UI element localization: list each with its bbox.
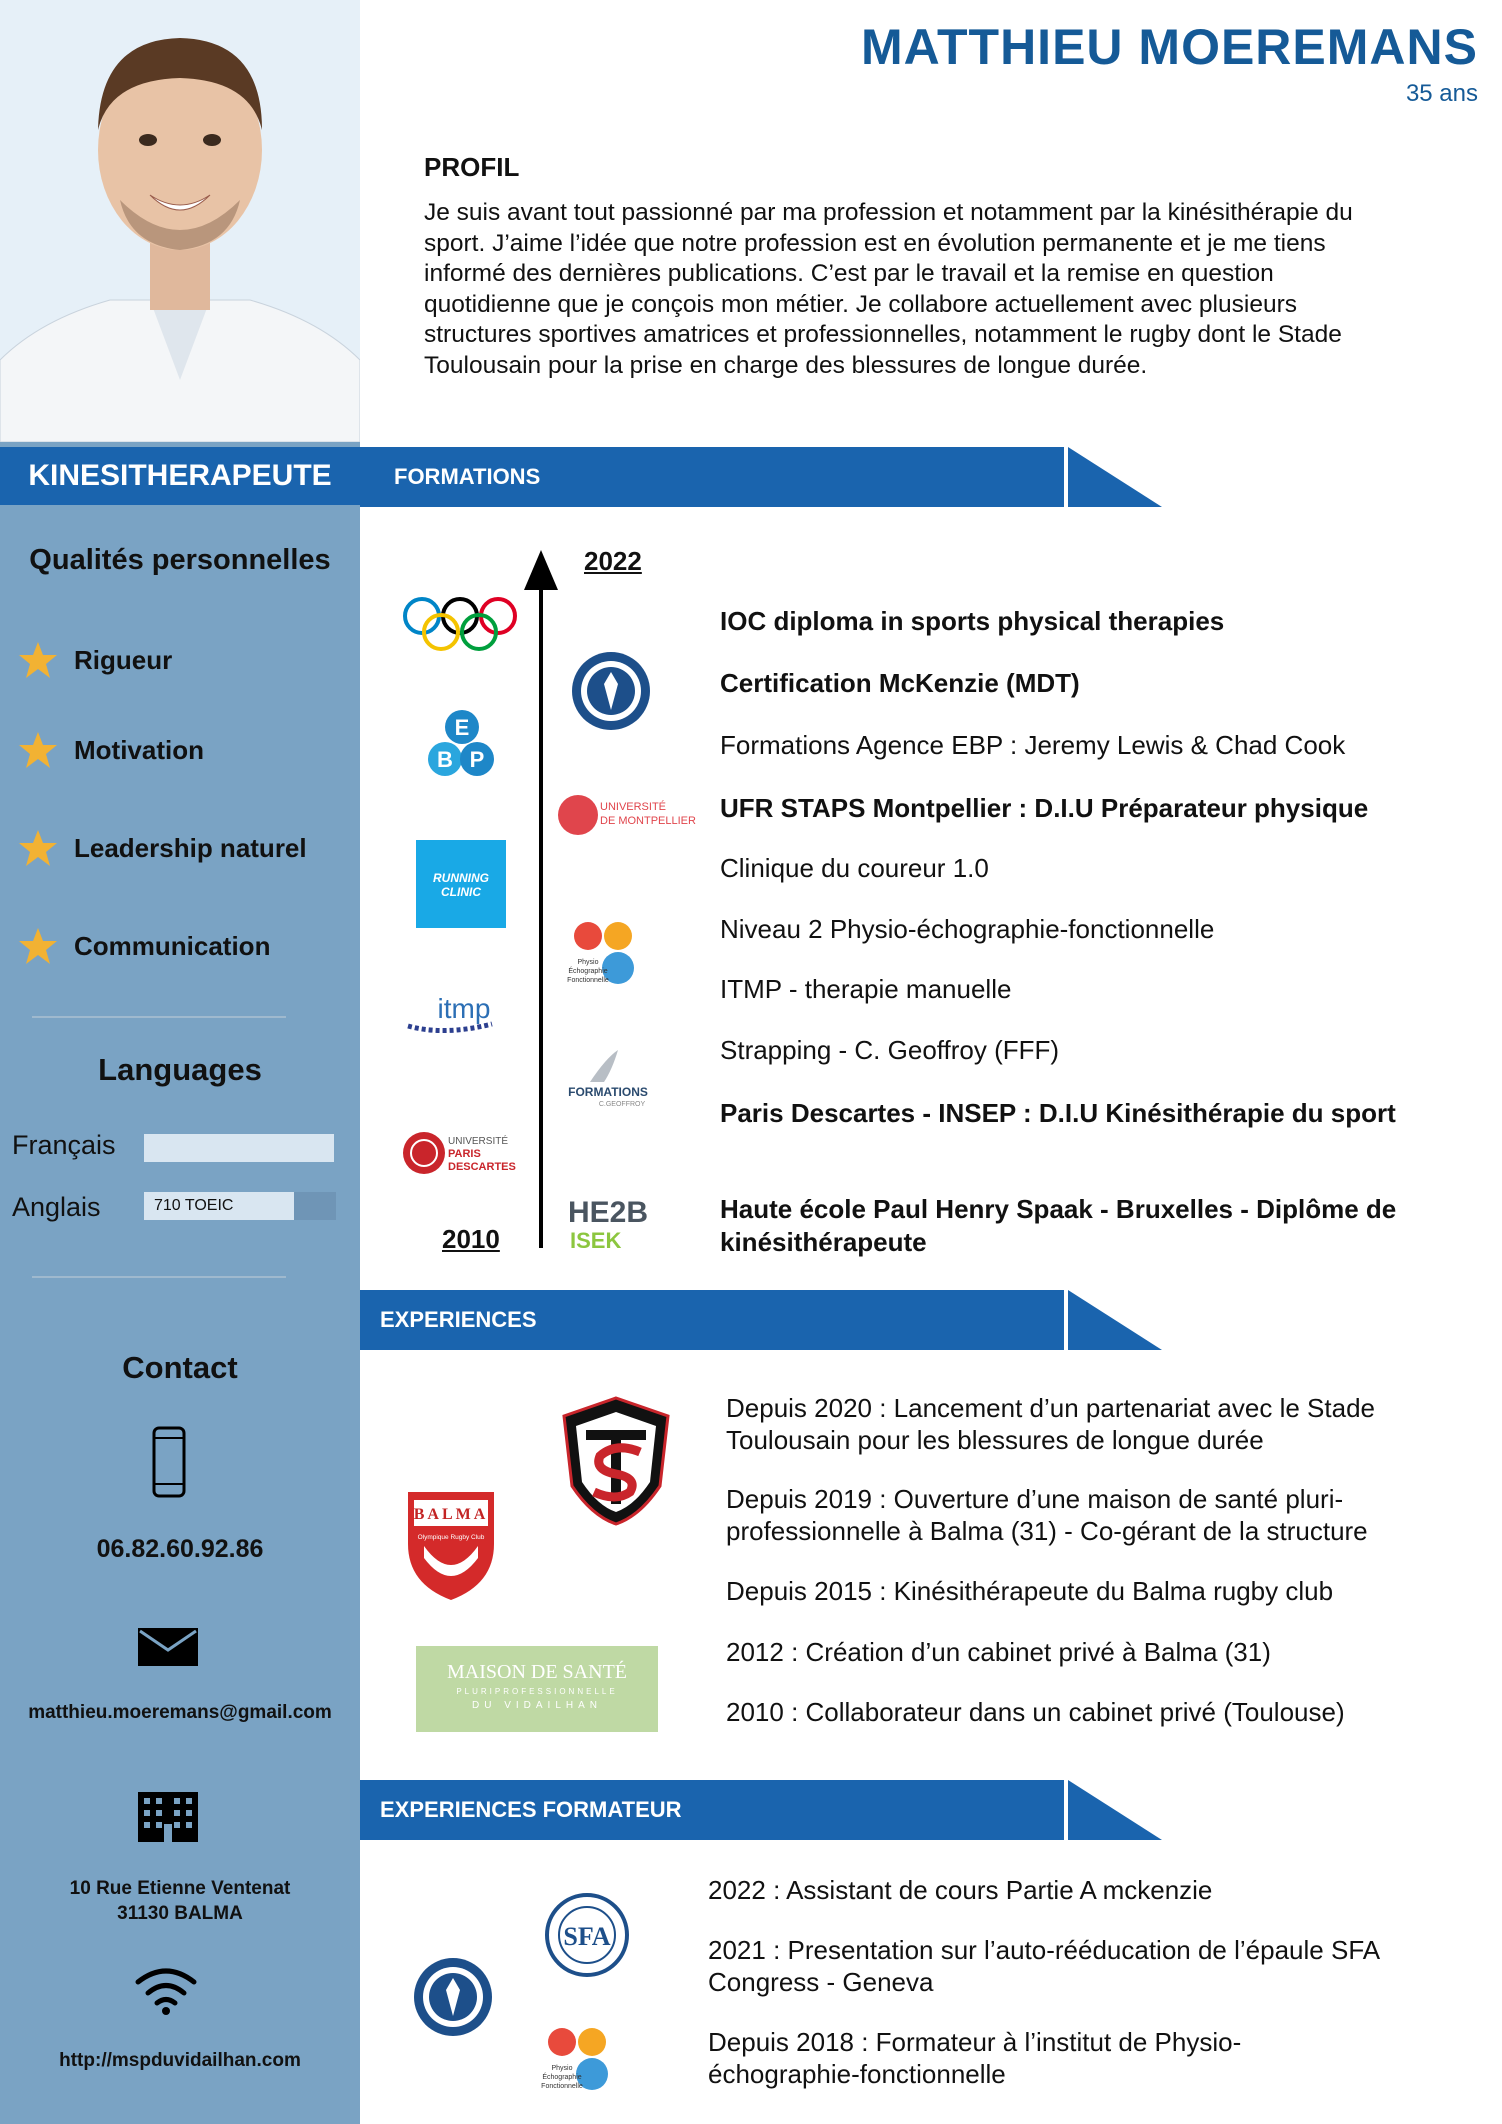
sfa-text: SFA bbox=[563, 1922, 611, 1951]
descartes-text: DESCARTES bbox=[448, 1161, 516, 1173]
timeline-year-top: 2022 bbox=[584, 546, 642, 576]
formation-item: Formations Agence EBP : Jeremy Lewis & Chad Cook bbox=[720, 730, 1346, 760]
descartes-text: PARIS bbox=[448, 1148, 481, 1160]
profile-photo bbox=[0, 0, 360, 442]
divider bbox=[32, 1276, 286, 1278]
quality-item bbox=[18, 924, 270, 968]
mckenzie-institute-logo bbox=[570, 650, 652, 732]
ebp-letter: E bbox=[454, 715, 470, 740]
olympic-rings-logo bbox=[400, 596, 520, 654]
formations-header bbox=[360, 447, 1360, 507]
formation-item: Clinique du coureur 1.0 bbox=[720, 853, 989, 883]
maison-text: DU VIDAILHAN bbox=[471, 1700, 603, 1711]
physio-text: Échographie bbox=[568, 968, 608, 975]
email-link[interactable]: matthieu.moeremans@gmail.com bbox=[28, 1702, 332, 1723]
running-clinic-logo bbox=[416, 840, 506, 928]
formations-geoffroy-logo bbox=[560, 1048, 656, 1110]
formation-item: Certification McKenzie (MDT) bbox=[720, 668, 1080, 698]
formation-item: Niveau 2 Physio-échographie-fonctionnelle bbox=[720, 914, 1215, 944]
balma-subtext: Olympique Rugby Club bbox=[417, 1534, 485, 1541]
he2b-isek-logo bbox=[566, 1192, 656, 1258]
language-name: Français bbox=[12, 1130, 116, 1160]
mail-icon bbox=[138, 1628, 198, 1666]
contact-title: Contact bbox=[122, 1350, 238, 1385]
star-icon bbox=[18, 730, 58, 770]
formation-item: UFR STAPS Montpellier : D.I.U Préparateur physique bbox=[720, 793, 1369, 823]
ebp-letter: P bbox=[469, 747, 485, 772]
portrait-image bbox=[0, 0, 360, 442]
language-level-fill: 710 TOEIC bbox=[144, 1192, 294, 1220]
physio-text: Fonctionnelle bbox=[567, 977, 609, 984]
running-clinic-text: CLINIC bbox=[441, 885, 481, 899]
profile-text: Je suis avant tout passionné par ma profession et notamment par la kinésithérapie du sport. J’aime l’idée que notre profession est en évolution permanente et je me tiens informé des dernières publications. C’est par le travail et la remise en question quotidienne que je conçois mon métier. Je collabore actuellement avec plusieurs structures sportives amatrices et professionnelles, notamment le rugby dont le Stade Toulousain pour la prise en charge des blessures de longue durée. bbox=[424, 199, 1353, 379]
stade-toulousain-logo bbox=[560, 1396, 672, 1526]
profile-title: PROFIL bbox=[424, 152, 520, 182]
quality-label: Leadership naturel bbox=[74, 832, 307, 863]
physio-echographie-logo bbox=[540, 2024, 630, 2096]
quality-item bbox=[18, 728, 204, 772]
sidebar bbox=[0, 0, 360, 2124]
website-link[interactable]: http://mspduvidailhan.com bbox=[59, 2050, 301, 2071]
experience-item: Depuis 2019 : Ouverture d’une maison de santé pluri-professionnelle à Balma (31) - Co-gérant de la structure bbox=[726, 1484, 1368, 1546]
formation-item: IOC diploma in sports physical therapies bbox=[720, 606, 1225, 636]
formation-item: Paris Descartes - INSEP : D.I.U Kinésithérapie du sport bbox=[720, 1098, 1396, 1128]
band-arrow bbox=[1064, 447, 1174, 507]
montpellier-text: DE MONTPELLIER bbox=[600, 815, 696, 827]
balma-text: BALMA bbox=[413, 1506, 489, 1523]
experience-item: 2010 : Collaborateur dans un cabinet privé (Toulouse) bbox=[726, 1697, 1345, 1727]
experience-item: Depuis 2020 : Lancement d’un partenariat avec le Stade Toulousain pour les blessures de longue durée bbox=[726, 1393, 1375, 1455]
language-bar-anglais bbox=[144, 1192, 336, 1220]
experience-item: 2012 : Création d’un cabinet privé à Balma (31) bbox=[726, 1637, 1271, 1667]
phone-icon bbox=[152, 1426, 186, 1498]
paris-descartes-logo bbox=[400, 1128, 520, 1178]
divider bbox=[32, 1016, 286, 1018]
building-icon bbox=[138, 1792, 198, 1842]
address-line2: 31130 BALMA bbox=[117, 1903, 243, 1924]
balma-rugby-logo bbox=[404, 1484, 498, 1602]
star-icon bbox=[18, 828, 58, 868]
full-name: MATTHIEU MOEREMANS bbox=[860, 19, 1478, 75]
he2b-text: HE2B bbox=[568, 1196, 649, 1229]
ebp-letter: B bbox=[437, 747, 453, 772]
age: 35 ans bbox=[1405, 80, 1478, 107]
experience-item: Depuis 2015 : Kinésithérapeute du Balma rugby club bbox=[726, 1576, 1334, 1606]
quality-item bbox=[18, 638, 172, 682]
language-name: Anglais bbox=[12, 1192, 101, 1222]
descartes-text: UNIVERSITÉ bbox=[448, 1136, 509, 1147]
language-bar-francais bbox=[144, 1134, 334, 1162]
role-title: KINESITHERAPEUTE bbox=[0, 447, 360, 505]
experiences-header bbox=[360, 1290, 1360, 1350]
quality-label: Motivation bbox=[74, 734, 204, 765]
maison-de-sante-logo bbox=[416, 1646, 658, 1732]
formation-item: Strapping - C. Geoffroy (FFF) bbox=[720, 1035, 1060, 1065]
physio-text: Physio bbox=[551, 2065, 573, 2072]
montpellier-logo bbox=[556, 792, 696, 838]
physio-text: Fonctionnelle bbox=[541, 2083, 583, 2090]
trainer-header bbox=[360, 1780, 1360, 1840]
address-line1: 10 Rue Etienne Ventenat bbox=[69, 1878, 291, 1899]
phone-number[interactable]: 06.82.60.92.86 bbox=[96, 1535, 264, 1563]
formation-item: ITMP - therapie manuelle bbox=[720, 974, 1012, 1004]
maison-text: MAISON DE SANTÉ bbox=[447, 1661, 627, 1683]
sfa-logo bbox=[542, 1890, 632, 1980]
isek-text: ISEK bbox=[570, 1228, 622, 1253]
running-clinic-text: RUNNING bbox=[433, 871, 489, 885]
maison-text: PLURIPROFESSIONNELLE bbox=[456, 1687, 618, 1696]
timeline-arrow bbox=[524, 550, 558, 1250]
itmp-text: itmp bbox=[437, 993, 491, 1024]
band-arrow bbox=[1064, 1780, 1174, 1840]
qualities-title: Qualités personnelles bbox=[29, 544, 331, 576]
physio-text: Physio bbox=[577, 959, 599, 966]
languages-title: Languages bbox=[98, 1052, 262, 1087]
section-title: EXPERIENCES bbox=[380, 1307, 537, 1332]
band-arrow bbox=[1064, 1290, 1174, 1350]
timeline-year-bottom: 2010 bbox=[442, 1224, 500, 1254]
trainer-item: 2022 : Assistant de cours Partie A mckenzie bbox=[708, 1875, 1213, 1905]
ebp-logo bbox=[420, 705, 502, 787]
mckenzie-institute-logo bbox=[412, 1956, 494, 2038]
section-title: EXPERIENCES FORMATEUR bbox=[380, 1797, 682, 1822]
montpellier-text: UNIVERSITÉ bbox=[600, 801, 667, 813]
physio-echographie-logo bbox=[566, 918, 656, 990]
star-icon bbox=[18, 640, 58, 680]
physio-text: Échographie bbox=[542, 2074, 582, 2081]
quality-item bbox=[18, 826, 307, 870]
itmp-logo bbox=[404, 990, 504, 1040]
language-level-fill bbox=[144, 1134, 334, 1162]
quality-label: Rigueur bbox=[74, 644, 173, 675]
formations-logo-text: FORMATIONS bbox=[568, 1085, 648, 1099]
section-title: FORMATIONS bbox=[394, 464, 541, 489]
formations-logo-text: C.GEOFFROY bbox=[598, 1101, 646, 1108]
formation-item: Haute école Paul Henry Spaak - Bruxelles - Diplôme de kinésithérapeute bbox=[720, 1194, 1397, 1257]
wifi-icon bbox=[134, 1966, 198, 2016]
star-icon bbox=[18, 926, 58, 966]
quality-label: Communication bbox=[74, 930, 271, 961]
trainer-item: 2021 : Presentation sur l’auto-rééducation de l’épaule SFA Congress - Geneva bbox=[708, 1935, 1379, 1997]
trainer-item: Depuis 2018 : Formateur à l’institut de Physio-échographie-fonctionnelle bbox=[708, 2027, 1242, 2089]
